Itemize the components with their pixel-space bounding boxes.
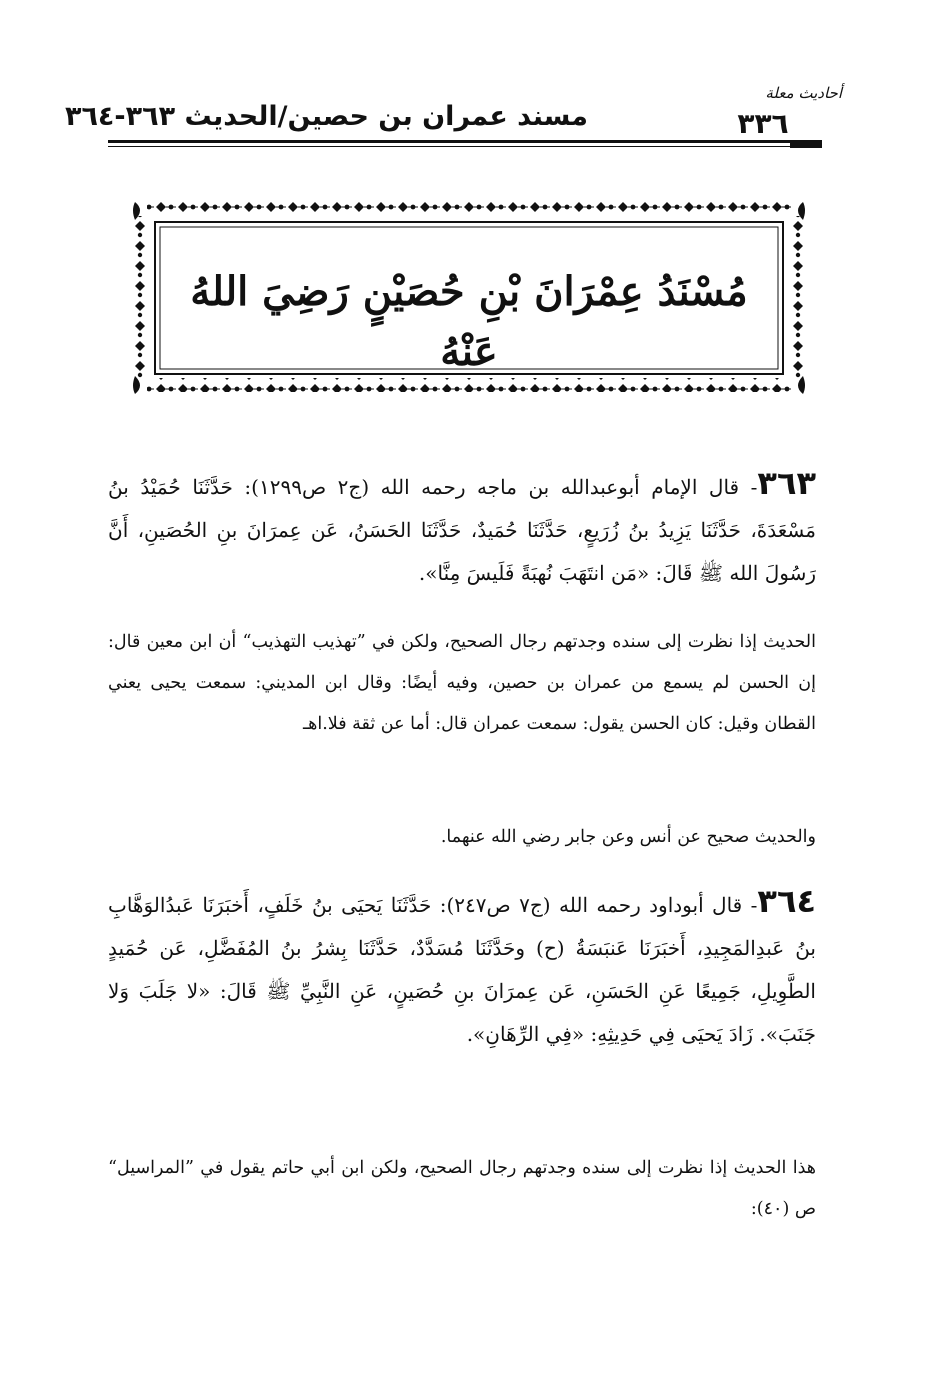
running-header-title: مسند عمران بن حصين/الحديث ٣٦٣-٣٦٤ [64,101,588,132]
page-number: ٣٣٦ [737,107,789,140]
hadith-364-paragraph [108,880,816,1056]
hadith-364-text: - قال أبوداود رحمه الله (ج٧ ص٢٤٧): حَدَّثَنَا يَحيَى بنُ خَلَفٍ، أَخبَرَنَا عَبدُالوَهَّابِ بنُ عَبدِالمَجِيدِ، أَخبَرَنَا عَنبَسَةُ (ح) وحَدَّثَنَا مُسَدَّدٌ، حَدَّثَنَا بِشرُ بنُ المُفَضَّلِ، عَن حُمَيدٍ الطَّوِيلِ، جَمِيعًا عَنِ الحَسَنِ، عَن عِمرَانَ بنِ حُصَينٍ، عَنِ النَّبِيِّ ﷺ قَالَ: «لا جَلَبَ وَلا جَنَبَ». زَادَ يَحيَى فِي حَدِيثِهِ: «فِي الرِّهَانِ». [108,893,816,1046]
hadith-363-number: ٣٦٣ [757,464,816,502]
hadith-363-paragraph [108,462,816,595]
header-rule-thin [108,146,822,147]
hadith-364-commentary: هذا الحديث إذا نظرت إلى سنده وجدتهم رجال الصحيح، ولكن ابن أبي حاتم يقول في ”المراسيل“ ص (٤٠): [108,1158,816,1219]
hadith-363-text: - قال الإمام أبوعبدالله بن ماجه رحمه الله (ج٢ ص١٢٩٩): حَدَّثَنَا حُمَيْدُ بنُ مَسْعَدَةَ، حَدَّثَنَا يَزِيدُ بنُ زُرَيعٍ، حَدَّثَنَا حُمَيدٌ، حَدَّثَنَا الحَسَنُ، عَن عِمرَانَ بنِ الحُصَينِ، أَنَّ رَسُولَ الله ﷺ قَالَ: «مَن انتَهَبَ نُهبَةً فَلَيسَ مِنَّا». [108,475,816,585]
hadith-364-number: ٣٦٤ [757,882,816,920]
header-rule-thick [108,140,822,143]
section-title: مُسْنَدُ عِمْرَانَ بْنِ حُصَيْنٍ رَضِيَ اللهُ عَنْهُ [190,268,748,375]
running-header-note: أحاديث معلة [765,84,842,102]
hadith-363-commentary: الحديث إذا نظرت إلى سنده وجدتهم رجال الصحيح، ولكن في ”تهذيب التهذيب“ أن ابن معين قال: إن الحسن لم يسمع من عمران بن حصين، وفيه أيضًا: وقال ابن المديني: سمعت يحيى يعني القطان وقيل: كان الحسن يقول: سمعت عمران قال: أما عن ثقة فلا.اهـ [108,632,816,734]
header-rule-stub [790,140,822,148]
hadith-363-commentary-2: والحديث صحيح عن أنس وعن جابر رضي الله عنهما. [440,827,816,847]
